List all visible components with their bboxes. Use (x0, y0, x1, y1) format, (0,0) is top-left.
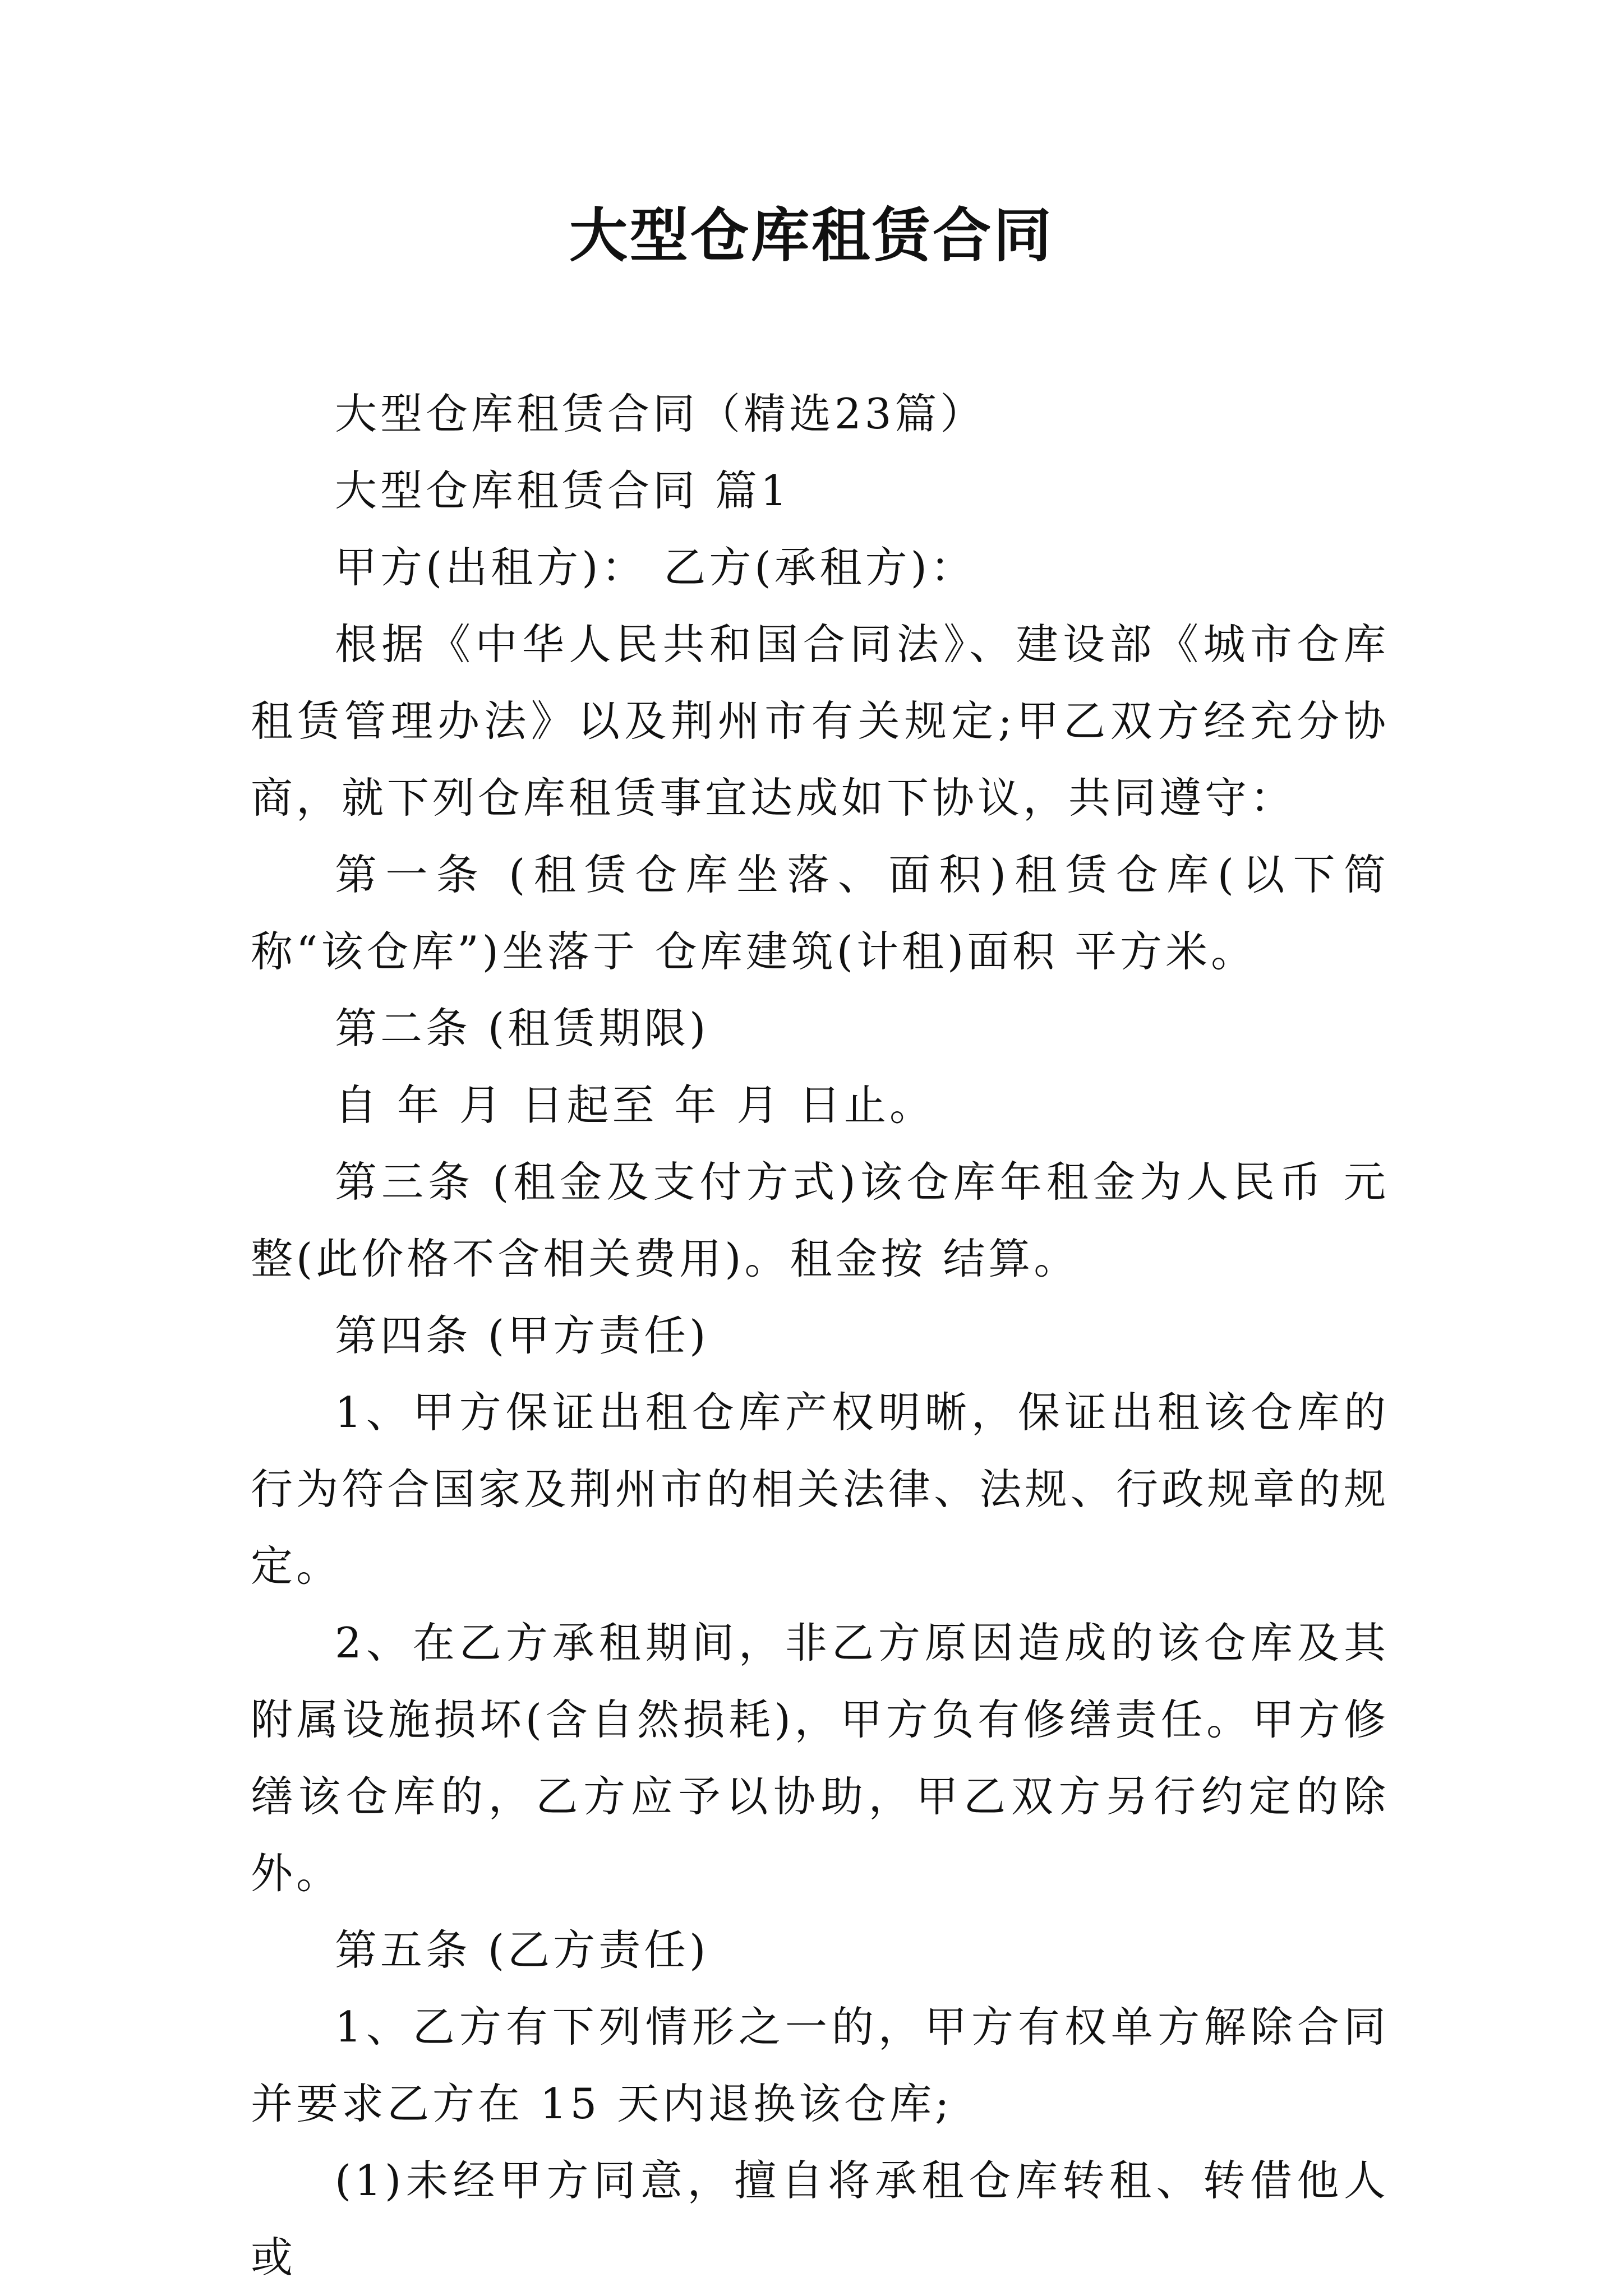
document-title: 大型仓库租赁合同 (569, 201, 1054, 270)
document-body (251, 376, 1389, 2296)
article-5-heading: 第五条 (乙方责任) (335, 1925, 709, 1975)
article-3: 第三条 (租金及支付方式)该仓库年租金为人民币 元整(此价格不含相关费用)。租金按 结算。 (251, 1157, 1389, 1283)
article-4-clause-2: 2、在乙方承租期间，非乙方原因造成的该仓库及其附属设施损坏(含自然损耗)，甲方负有修缮责任。甲方修缮该仓库的，乙方应予以协助，甲乙双方另行约定的除外。 (251, 1618, 1389, 1898)
article-5-clause-1: 1、乙方有下列情形之一的，甲方有权单方解除合同并要求乙方在 15 天内退换该仓库; (251, 2002, 1389, 2128)
article-4-clause-1: 1、甲方保证出租仓库产权明晰，保证出租该仓库的行为符合国家及荆州市的相关法律、法规、行政规章的规定。 (251, 1388, 1389, 1591)
article-2-body: 自 年 月 日起至 年 月 日止。 (335, 1080, 935, 1130)
article-5-item-1: (1)未经甲方同意，擅自将承租仓库转租、转借他人或 (251, 2156, 1389, 2282)
subtitle-paragraph: 大型仓库租赁合同（精选23篇） (335, 389, 986, 438)
parties-line: 甲方(出租方)： 乙方(承租方)： (335, 543, 976, 592)
article-1: 第一条 (租赁仓库坐落、面积)租赁仓库(以下简称“该仓库”)坐落于 仓库建筑(计租)面积 平方米。 (251, 850, 1389, 976)
article-2-heading: 第二条 (租赁期限) (335, 1004, 709, 1053)
preamble-paragraph: 根据《中华人民共和国合同法》、建设部《城市仓库租赁管理办法》以及荆州市有关规定;甲乙双方经充分协商，就下列仓库租赁事宜达成如下协议，共同遵守： (251, 620, 1389, 823)
article-4-heading: 第四条 (甲方责任) (335, 1311, 709, 1360)
section-heading: 大型仓库租赁合同 篇1 (335, 466, 791, 515)
